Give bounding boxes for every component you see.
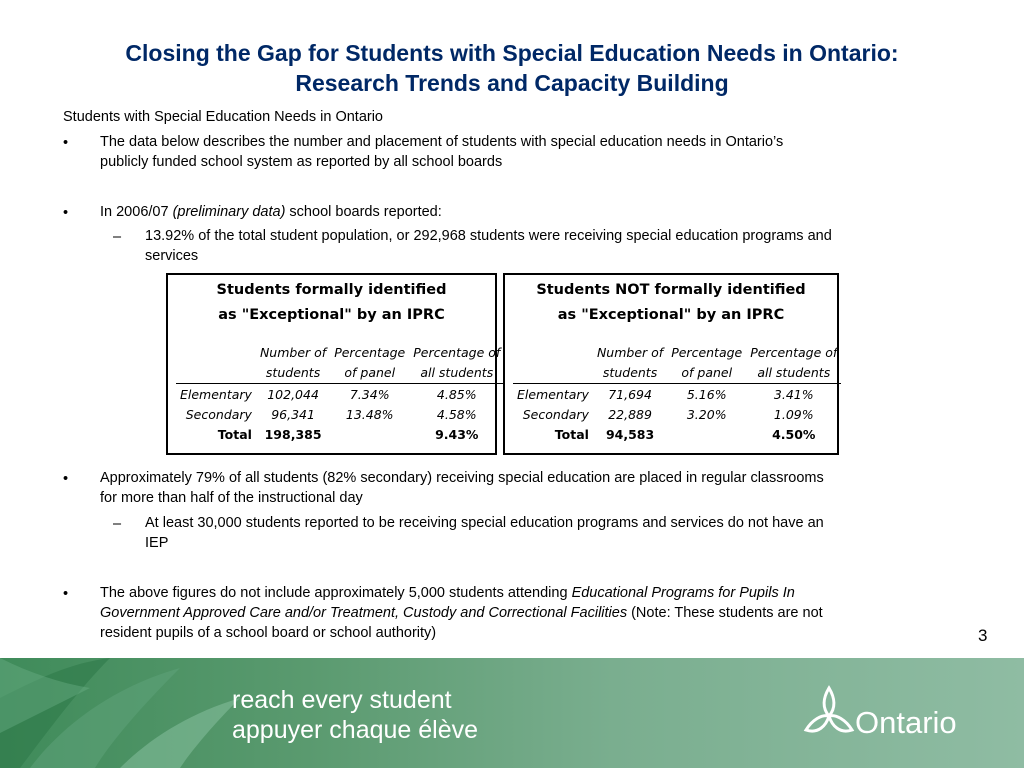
- slogan-french: appuyer chaque élève: [232, 716, 479, 744]
- table-row: [176, 404, 504, 424]
- bullet-2-pre: In 2006/07: [100, 204, 173, 220]
- sub-bullet-1-line-1: 13.92% of the total student population, or 292,968 students were receiving special education programs and: [145, 228, 832, 244]
- bullet-1-text: [100, 132, 783, 172]
- bullet-4-line-2-italic: Government Approved Care and/or Treatment, Custody and Correctional Facilities: [100, 605, 628, 621]
- sub-bullet-marker-1: –: [113, 229, 122, 245]
- row-panel: 7.34%: [349, 386, 390, 402]
- decorative-leaves-icon: [0, 658, 240, 768]
- row-all: 1.09%: [773, 406, 814, 422]
- row-label: Secondary: [185, 406, 252, 422]
- row-number: 22,889: [608, 406, 652, 422]
- bullet-marker-1: •: [63, 135, 69, 151]
- table-not-identified-title: [505, 278, 837, 328]
- header-number-2: students: [593, 363, 667, 384]
- bullet-1-line-2: publicly funded school system as reported by all school boards: [100, 154, 503, 170]
- row-panel: 3.20%: [686, 406, 727, 422]
- bullet-2-post: school boards reported:: [285, 204, 442, 220]
- header-panel-2: of panel: [667, 363, 746, 384]
- bullet-1-line-1: The data below describes the number and placement of students with special education needs in Ontario’s: [100, 134, 784, 150]
- header-all-1: Percentage of: [413, 345, 501, 360]
- row-label: Total: [554, 426, 589, 442]
- bullet-3-line-2: for more than half of the instructional day: [100, 490, 363, 506]
- table-not-identified-grid: [513, 343, 841, 444]
- bullet-marker-2: •: [63, 205, 69, 221]
- table-identified-title-line-2: as "Exceptional" by an IPRC: [218, 307, 445, 323]
- row-all: 4.85%: [436, 386, 477, 402]
- section-subtitle: Students with Special Education Needs in Ontario: [63, 109, 383, 125]
- slide-title-line-2: Research Trends and Capacity Building: [295, 70, 729, 96]
- header-blank: [176, 363, 256, 384]
- row-all: 9.43%: [435, 426, 479, 442]
- header-number-1: Number of: [259, 345, 327, 360]
- row-panel: 5.16%: [686, 386, 727, 402]
- header-number-2: students: [256, 363, 330, 384]
- table-identified: [166, 273, 501, 455]
- row-number: 96,341: [271, 406, 315, 422]
- slide-title: [40, 38, 984, 98]
- table-not-identified-title-line-2: as "Exceptional" by an IPRC: [557, 307, 785, 323]
- row-label: Elementary: [517, 386, 589, 402]
- bullet-marker-4: •: [63, 586, 69, 602]
- row-number: 71,694: [608, 386, 652, 402]
- bullet-3-text: [100, 468, 824, 508]
- table-row: [513, 404, 841, 424]
- row-number: 102,044: [267, 386, 319, 402]
- header-number-1: Number of: [596, 345, 664, 360]
- bullet-2-text: [100, 202, 442, 222]
- slide-title-line-1: Closing the Gap for Students with Special Education Needs in Ontario:: [125, 40, 899, 66]
- header-blank: [176, 343, 256, 363]
- bullet-marker-3: •: [63, 471, 69, 487]
- table-row: [513, 384, 841, 405]
- header-panel-1: Percentage: [671, 345, 743, 360]
- header-all-1: Percentage of: [750, 345, 838, 360]
- header-blank: [513, 363, 593, 384]
- table-not-identified-title-line-1: Students NOT formally identified: [536, 282, 806, 298]
- table-identified-grid: [176, 343, 504, 444]
- bullet-4-text: [100, 583, 823, 643]
- table-not-identified: [503, 273, 839, 455]
- row-all: 3.41%: [773, 386, 814, 402]
- sub-bullet-marker-2: –: [113, 516, 122, 532]
- row-label: Secondary: [522, 406, 589, 422]
- ontario-logo-text: Ontario: [855, 705, 957, 740]
- bullet-4-line-3: resident pupils of a school board or school authority): [100, 625, 437, 641]
- sub-bullet-2-line-1: At least 30,000 students reported to be receiving special education programs and services do not have an: [145, 515, 824, 531]
- page-number: 3: [978, 626, 988, 645]
- table-identified-title-line-1: Students formally identified: [216, 282, 447, 298]
- table-identified-title: [168, 278, 495, 328]
- sub-bullet-2-text: [145, 513, 824, 553]
- table-row-total: [176, 424, 504, 444]
- trillium-icon: [800, 684, 858, 744]
- header-all-2: all students: [746, 363, 841, 384]
- header-blank: [513, 343, 593, 363]
- table-row: [176, 384, 504, 405]
- bullet-4-line-1-italic: Educational Programs for Pupils In: [571, 585, 795, 601]
- slogan-english: reach every student: [232, 686, 452, 714]
- row-number: 94,583: [605, 426, 655, 442]
- header-panel-2: of panel: [330, 363, 409, 384]
- bullet-3-line-1: Approximately 79% of all students (82% secondary) receiving special education are placed in regular classrooms: [100, 470, 824, 486]
- bullet-4-line-1-pre: The above figures do not include approximately 5,000 students attending: [100, 585, 572, 601]
- sub-bullet-2-line-2: IEP: [145, 535, 169, 551]
- table-row-total: [513, 424, 841, 444]
- row-label: Total: [217, 426, 252, 442]
- row-label: Elementary: [180, 386, 252, 402]
- bullet-4-line-2-post: (Note: These students are not: [627, 605, 823, 621]
- header-panel-1: Percentage: [334, 345, 406, 360]
- row-panel: [330, 424, 409, 444]
- row-panel: [667, 424, 746, 444]
- header-all-2: all students: [409, 363, 504, 384]
- bullet-2-italic: (preliminary data): [172, 204, 286, 220]
- sub-bullet-1-text: [145, 226, 832, 266]
- row-panel: 13.48%: [345, 406, 394, 422]
- row-all: 4.58%: [436, 406, 477, 422]
- row-number: 198,385: [264, 426, 322, 442]
- footer-banner: [0, 658, 1024, 768]
- row-all: 4.50%: [772, 426, 816, 442]
- sub-bullet-1-line-2: services: [145, 248, 199, 264]
